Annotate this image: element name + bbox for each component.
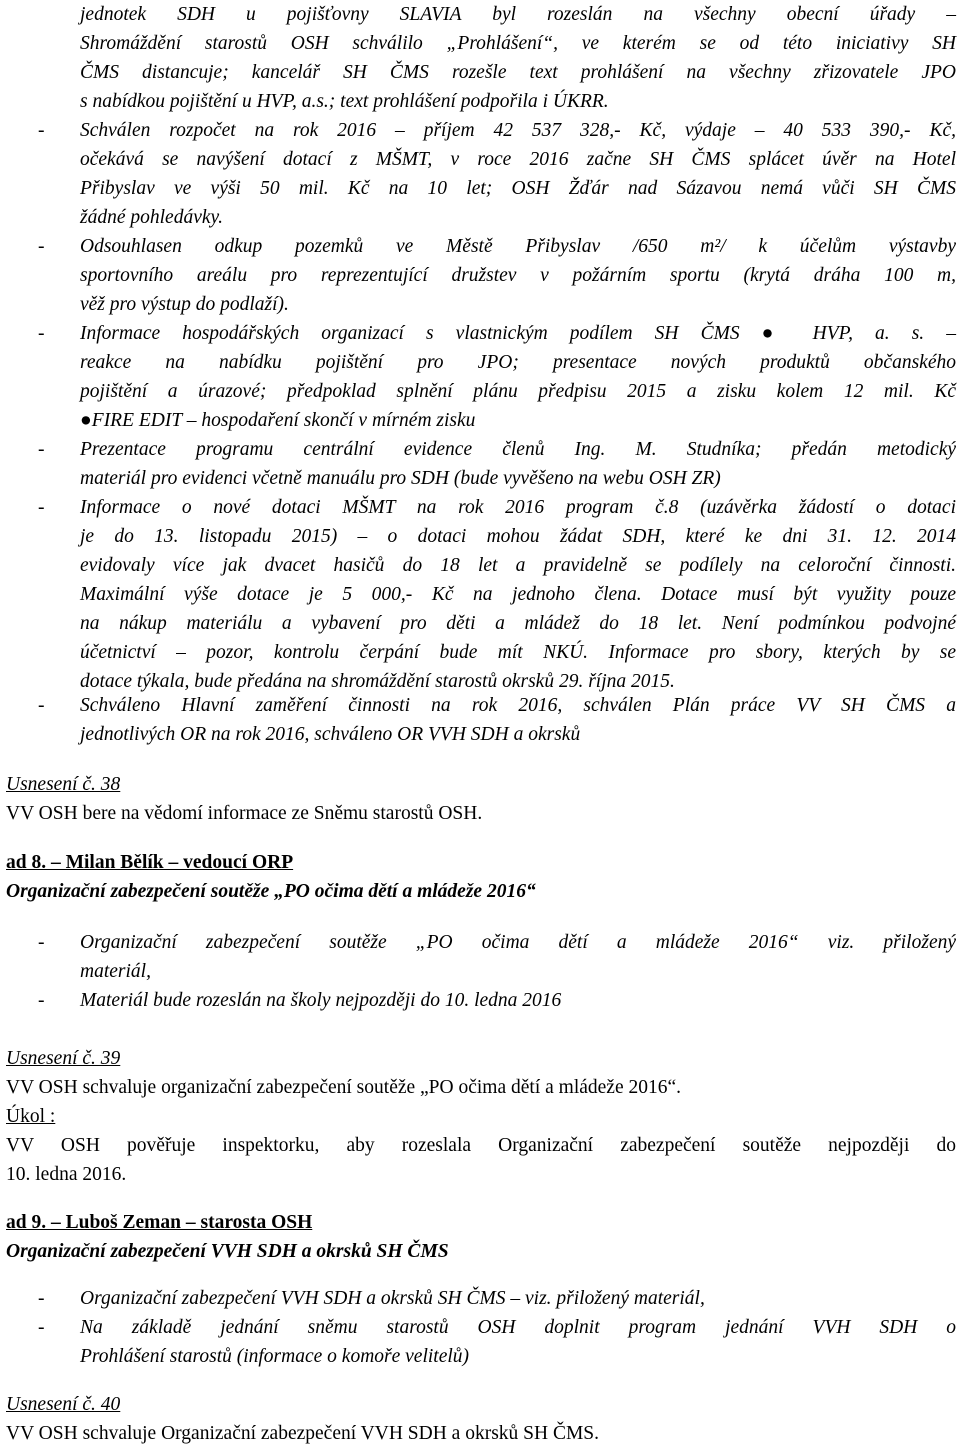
resolution-heading: Usnesení č. 40 [6,1394,121,1415]
list-dash: - [38,1317,45,1338]
text-line: Informace hospodářských organizací s vlastnickým podílem SH ČMS ● HVP, a. s. – [80,323,956,344]
list-dash: - [38,323,45,344]
list-item-text [80,691,956,749]
text-line: s nabídkou pojištění u HVP, a.s.; text prohlášení podpořila i ÚKRR. [80,91,609,112]
resolution-40 [6,1390,956,1448]
intro-paragraph [80,0,956,116]
resolution-heading: Usnesení č. 39 [6,1048,121,1069]
text-line: Přibyslav ve výši 50 mil. Kč na 10 let; OSH Žďár nad Sázavou nemá vůči SH ČMS [80,178,956,199]
text-line: reakce na nabídku pojištění pro JPO; presentace nových produktů občanského [80,352,956,373]
text-line: materiál pro evidenci včetně manuálu pro SDH (bude vyvěšeno na webu OSH ZR) [80,468,721,489]
agenda-heading-text: ad 9. – Luboš Zeman – starosta OSH [6,1212,313,1233]
text-line: Shromáždění starostů OSH schválilo „Prohlášení“, ve kterém se od této iniciativy SH [80,33,956,54]
list-dash: - [38,120,45,141]
list-dash: - [38,1288,45,1309]
list-dash: - [38,236,45,257]
text-line: Materiál bude rozeslán na školy nejpozději do 10. ledna 2016 [80,990,562,1011]
agenda-heading [6,848,956,877]
text-line: materiál, [80,961,151,982]
list-item-text [80,1313,956,1371]
text-line: pojištění a úrazové; předpoklad splnění plánu předpisu 2015 a zisku kolem 12 mil. Kč [80,381,956,402]
text-line: evidovaly více jak dvacet hasičů do 18 let a pravidelně se podílely na celoroční činnosti. [80,555,956,576]
list-dash: - [38,439,45,460]
text-line: Schváleno Hlavní zaměření činnosti na rok 2016, schválen Plán práce VV SH ČMS a [80,695,956,716]
text-line: je do 13. listopadu 2015) – o dotaci mohou žádat SDH, které ke dni 31. 12. 2014 [80,526,956,547]
list-item-text [80,232,956,319]
task-text-line: VV OSH pověřuje inspektorku, aby rozeslala Organizační zabezpečení soutěže nejpozději do [6,1135,956,1156]
text-line: věž pro výstup do podlaží). [80,294,289,315]
agenda-heading [6,1208,956,1237]
agenda-heading-text: ad 8. – Milan Bělík – vedoucí ORP [6,852,294,873]
text-line: sportovního areálu pro reprezentující družstev v požárním sportu (krytá dráha 100 m, [80,265,956,286]
text-line: Informace o nové dotaci MŠMT na rok 2016 program č.8 (uzávěrka žádostí o dotaci [80,497,956,518]
text-line: Maximální výše dotace je 5 000,- Kč na jednoho člena. Dotace musí být využity pouze [80,584,956,605]
agenda-subheading: Organizační zabezpečení VVH SDH a okrsků SH ČMS [6,1241,449,1262]
text-line: Organizační zabezpečení VVH SDH a okrsků SH ČMS – viz. přiložený materiál, [80,1288,705,1309]
list-dash: - [38,497,45,518]
task-text-line: 10. ledna 2016. [6,1164,127,1185]
text-line: Schválen rozpočet na rok 2016 – příjem 42 537 328,- Kč, výdaje – 40 533 390,- Kč, [80,120,956,141]
list-dash: - [38,932,45,953]
list-item-text [80,435,956,493]
resolution-text: VV OSH bere na vědomí informace ze Sněmu starostů OSH. [6,803,483,824]
text-line: žádné pohledávky. [80,207,223,228]
text-line: Prohlášení starostů (informace o komoře velitelů) [80,1346,470,1367]
resolution-38 [6,770,956,828]
list-item-text [80,1284,956,1313]
list-item-text [80,319,956,435]
list-dash: - [38,695,45,716]
task-heading: Úkol : [6,1106,56,1127]
resolution-39 [6,1044,956,1189]
text-line: dotace týkala, bude předána na shromáždění starostů okrsků 29. října 2015. [80,671,675,692]
resolution-text: VV OSH schvaluje Organizační zabezpečení VVH SDH a okrsků SH ČMS. [6,1423,600,1444]
text-line: Na základě jednání sněmu starostů OSH doplnit program jednání VVH SDH o [80,1317,956,1338]
agenda-item-8 [6,848,956,906]
list-item-text [80,116,956,232]
resolution-heading: Usnesení č. 38 [6,774,121,795]
text-line: ČMS distancuje; kancelář SH ČMS rozešle text prohlášení na všechny zřizovatele JPO [80,62,956,83]
list-item-text [80,493,956,696]
text-line: očekává se navýšení dotací z MŠMT, v roce 2016 začne SH ČMS splácet úvěr na Hotel [80,149,956,170]
agenda-item-9 [6,1208,956,1266]
text-line: jednotek SDH u pojišťovny SLAVIA byl rozeslán na všechny obecní úřady – [80,4,956,25]
text-line: účetnictví – pozor, kontrolu čerpání bude mít NKÚ. Informace pro sbory, kterých by se [80,642,956,663]
text-line: na nákup materiálu a vybavení pro děti a mládež do 18 let. Není podmínkou podvojné [80,613,956,634]
text-line: Prezentace programu centrální evidence členů Ing. M. Studníka; předán metodický [80,439,956,460]
agenda-subheading: Organizační zabezpečení soutěže „PO očima dětí a mládeže 2016“ [6,881,536,902]
text-line: Odsouhlasen odkup pozemků ve Městě Přibyslav /650 m²/ k účelům výstavby [80,236,956,257]
text-line: ●FIRE EDIT – hospodaření skončí v mírném zisku [80,410,476,431]
list-dash: - [38,990,45,1011]
text-line: Organizační zabezpečení soutěže „PO očima dětí a mládeže 2016“ viz. přiložený [80,932,956,953]
list-item-text [80,986,956,1015]
text-line: jednotlivých OR na rok 2016, schváleno OR VVH SDH a okrsků [80,724,581,745]
resolution-text: VV OSH schvaluje organizační zabezpečení soutěže „PO očima dětí a mládeže 2016“. [6,1077,682,1098]
list-item-text [80,928,956,986]
